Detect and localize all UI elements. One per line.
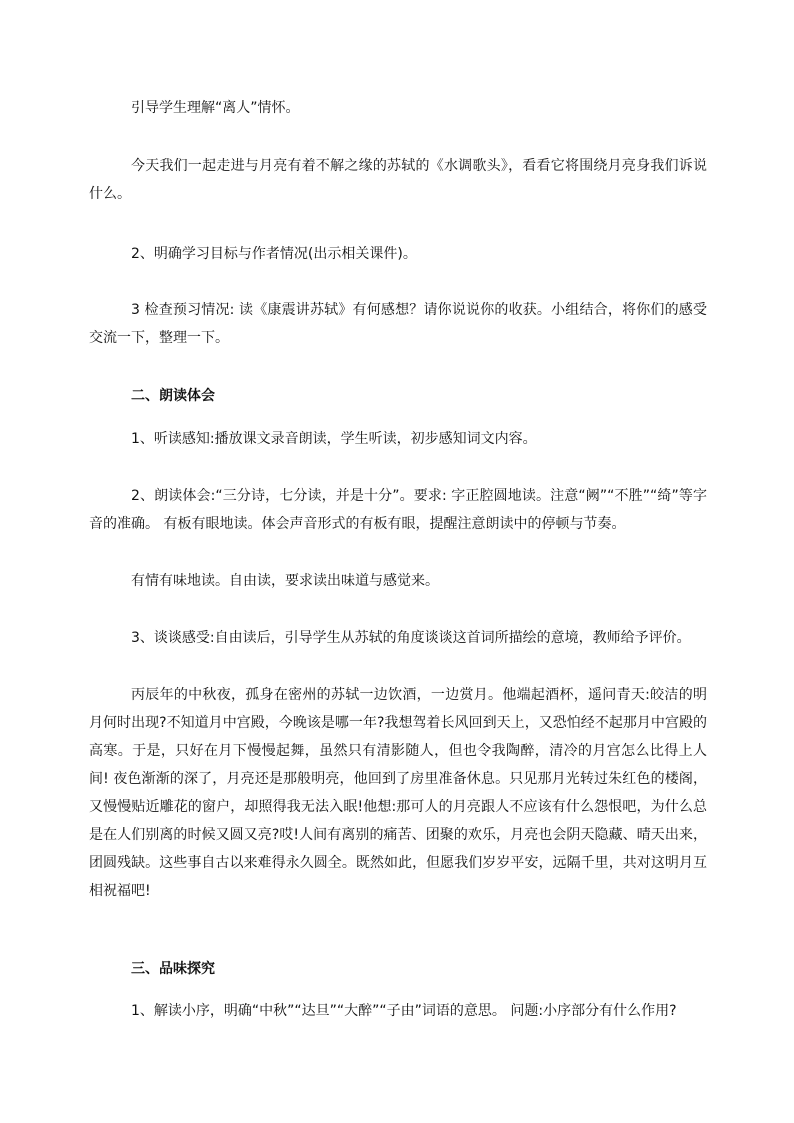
paragraph-introduction: 今天我们一起走进与月亮有着不解之缘的苏轼的《水调歌头》，看看它将围绕月亮身我们诉说什么。 [89,158,707,202]
paragraph-learning-goals: 2、明确学习目标与作者情况(出示相关课件)。 [131,246,417,262]
paragraph-guide-understanding: 引导学生理解“离人”情怀。 [131,100,300,116]
section-heading-appreciation: 三、品味探究 [131,961,215,977]
paragraph-story-retelling: 丙辰年的中秋夜，孤身在密州的苏轼一边饮酒，一边赏月。他端起酒杯，遥问青天:皎洁的明月何时出现?不知道月中宫殿，今晚该是哪一年?我想驾着长风回到天上，又恐怕经不起那月中宫殿的高寒。于是，只好在月下慢慢起舞，虽然只有清影随人，但也令我陶醉，清冷的月宫怎么比得上人间! 夜色渐渐的深了，月亮还是那般明亮，他回到了房里准备休息。只见那月光转过朱红色的楼阁，又慢慢贴近雕花的窗户，却照得我无法入眠!他想:那可人的月亮跟人不应该有什么怨恨吧，为什么总是在人们别离的时候又圆又亮?哎!人间有离别的痛苦、团聚的欢乐，月亮也会阴天隐藏、晴天出来，团圆残缺。这些事自古以来难得永久圆全。既然如此，但愿我们岁岁平安，远隔千里，共对这明月互相祝福吧! [89,687,707,899]
paragraph-preface-analysis: 1、解读小序，明确“中秋”“达旦”“大醉”“子由”词语的意思。 问题:小序部分有什么作用? [131,1003,677,1019]
paragraph-preview-check: 3 检查预习情况: 读《康震讲苏轼》有何感想？请你说说你的收获。小组结合，将你们的感受交流一下，整理一下。 [89,302,707,346]
paragraph-free-reading: 有情有味地读。自由读，要求读出味道与感觉来。 [131,573,439,589]
paragraph-share-feelings: 3、谈谈感受:自由读后，引导学生从苏轼的角度谈谈这首词所描绘的意境，教师给予评价。 [131,630,691,646]
paragraph-reading-experience: 2、朗读体会:“三分诗，七分读，并是十分”。要求: 字正腔圆地读。注意“阙”“不胜”“绮”等字音的准确。 有板有眼地读。体会声音形式的有板有眼，提醒注意朗读中的停顿与节奏。 [89,488,707,532]
section-heading-reading: 二、朗读体会 [131,388,215,404]
paragraph-listen-reading: 1、听读感知:播放课文录音朗读，学生听读，初步感知词文内容。 [131,431,537,447]
